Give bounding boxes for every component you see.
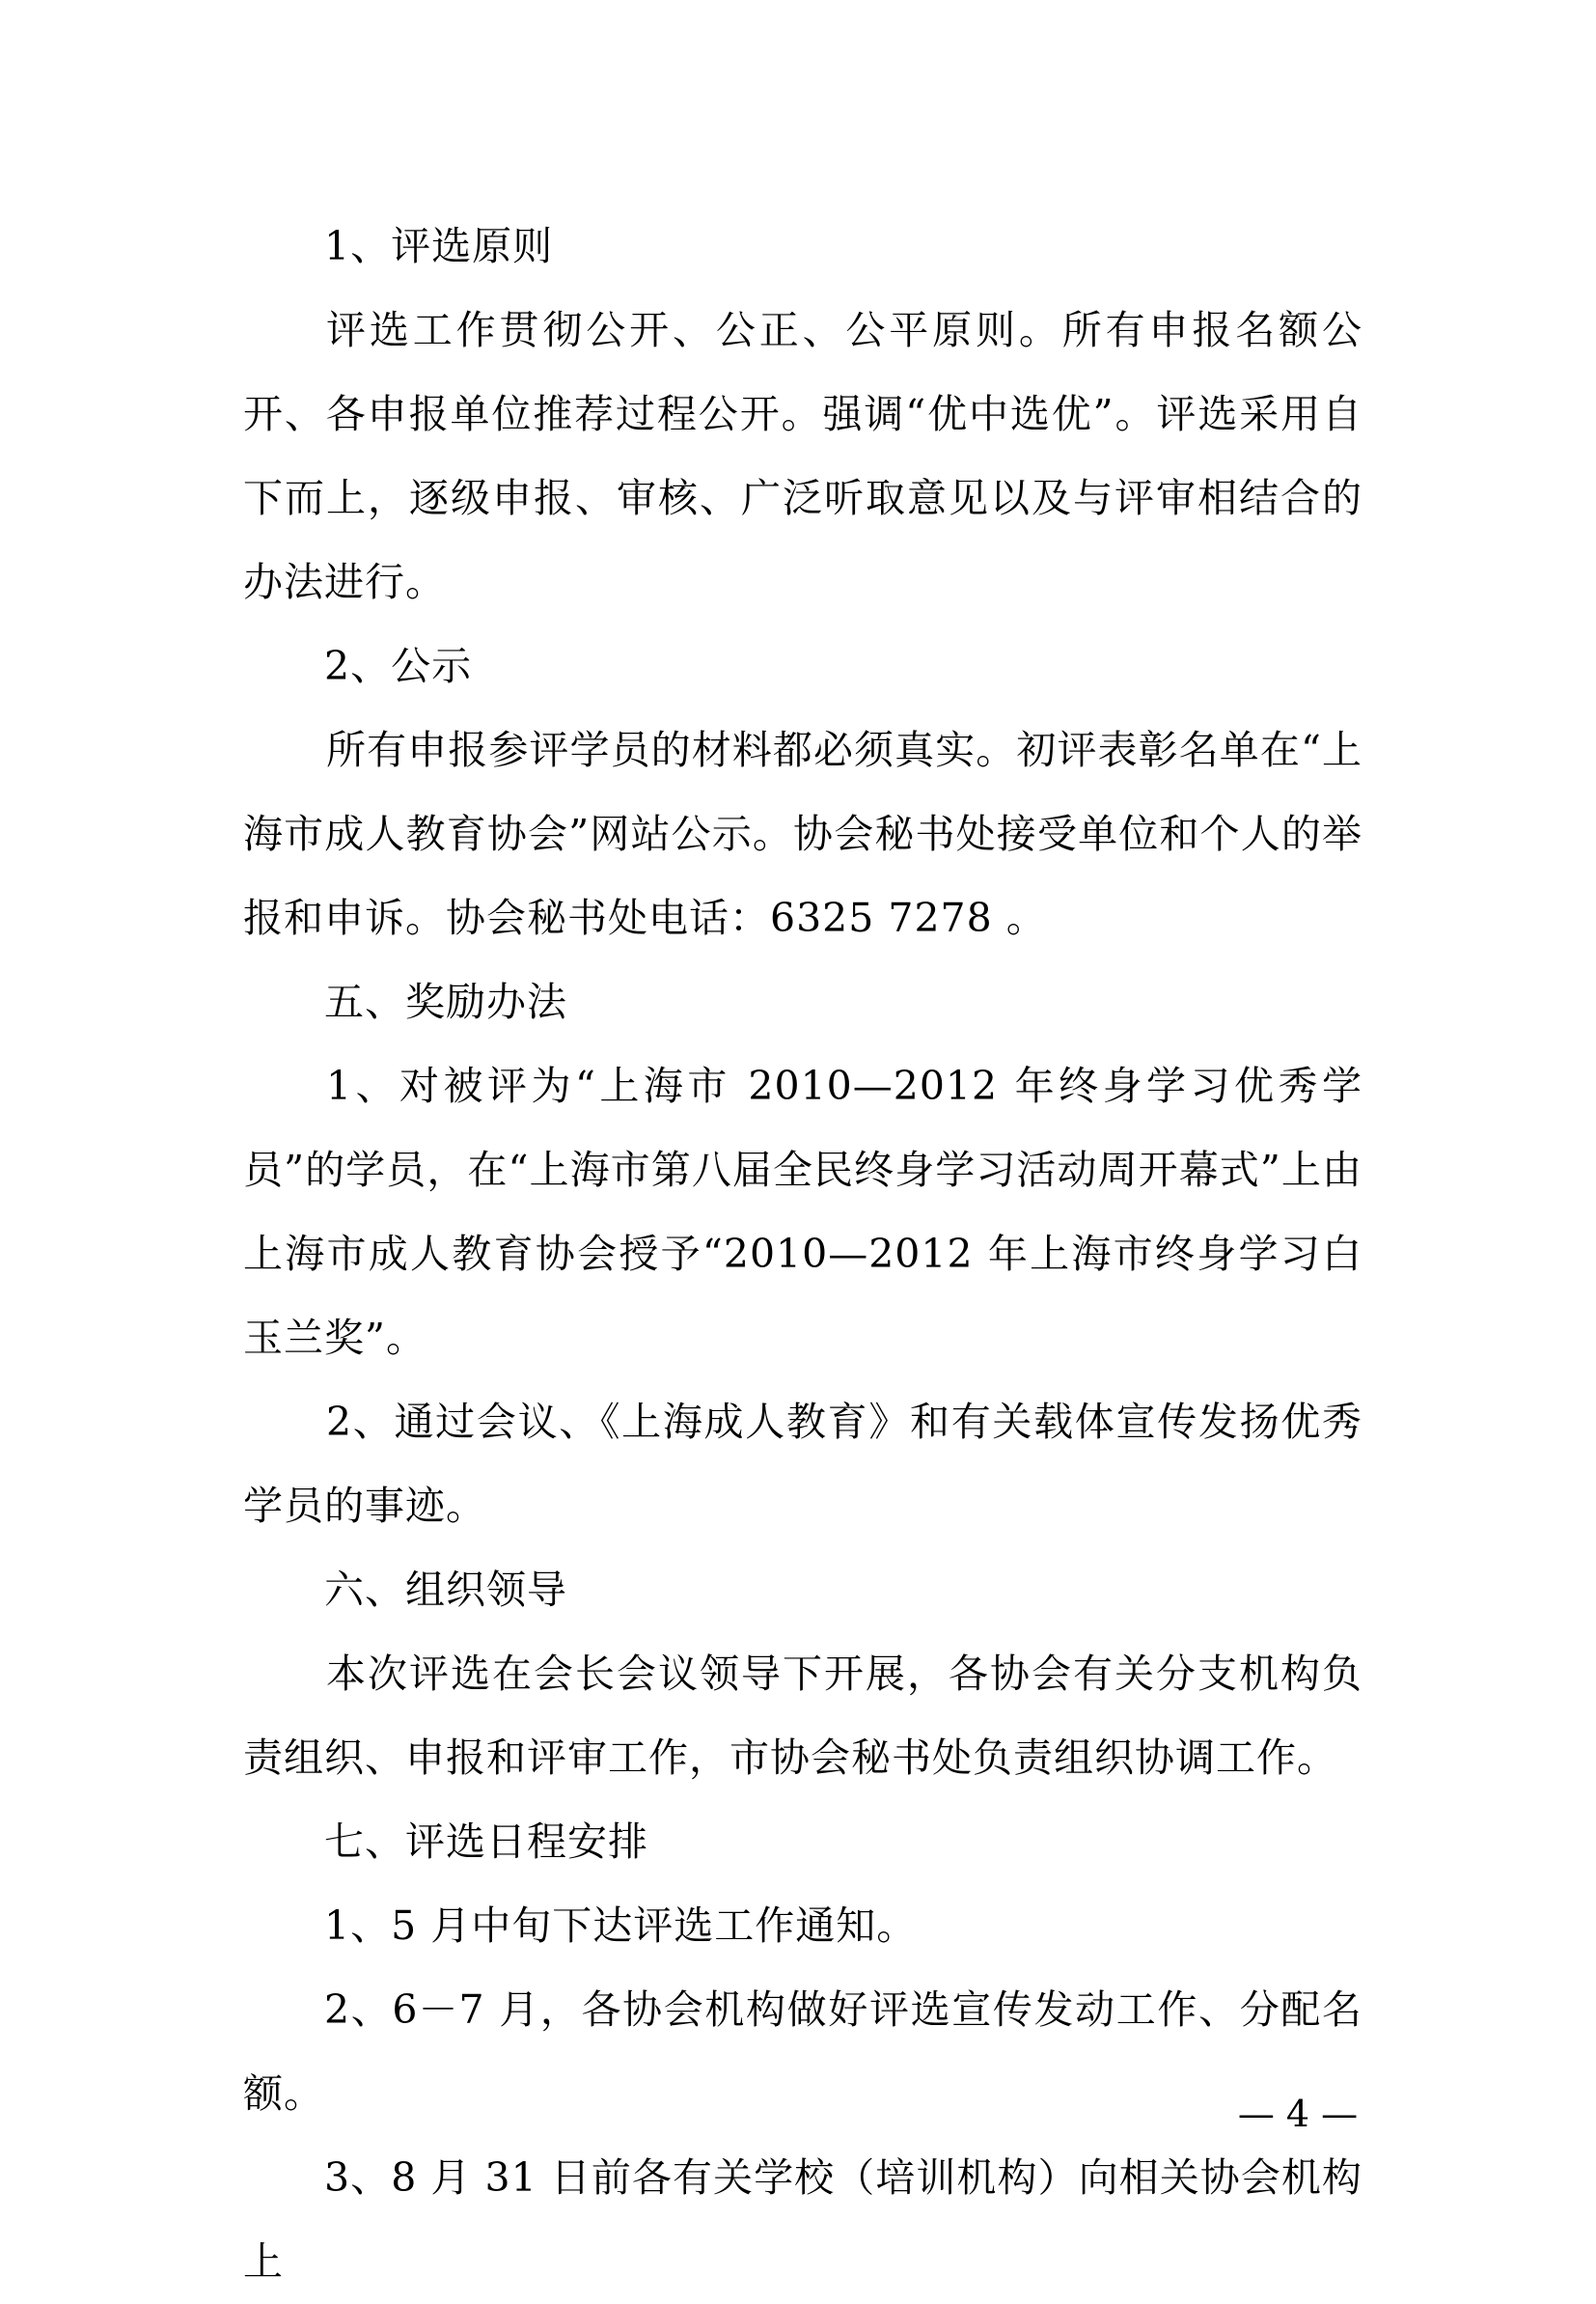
heading-organization: 六、组织领导 bbox=[324, 1567, 567, 1613]
paragraph-schedule-3: 3、8 月 31 日前各有关学校（培训机构）向相关协会机构上 bbox=[243, 2154, 1362, 2285]
heading-rewards: 五、奖励办法 bbox=[324, 979, 567, 1025]
paragraph-principle-text: 评选工作贯彻公开、公正、公平原则。所有申报名额公开、各申报单位推荐过程公开。强调“优中选优”。评选采用自下而上，逐级申报、审核、广泛听取意见以及与评审相结合的办法进行。 bbox=[243, 307, 1362, 605]
body-text bbox=[243, 205, 1362, 2304]
paragraph-publicity-text: 所有申报参评学员的材料都必须真实。初评表彰名单在“上海市成人教育协会”网站公示。协会秘书处接受单位和个人的举报和申诉。协会秘书处电话：6325 7278 。 bbox=[243, 727, 1362, 941]
paragraph-schedule-2: 2、6－7 月，各协会机构做好评选宣传发动工作、分配名额。 bbox=[243, 1986, 1362, 2117]
paragraph-reward-2: 2、通过会议、《上海成人教育》和有关载体宣传发扬优秀学员的事迹。 bbox=[243, 1399, 1362, 1529]
heading-publicity: 2、公示 bbox=[324, 643, 473, 689]
paragraph-organization-text: 本次评选在会长会议领导下开展，各协会有关分支机构负责组织、申报和评审工作，市协会秘书处负责组织协调工作。 bbox=[243, 1651, 1362, 1781]
page-number: — 4 — bbox=[1237, 2093, 1359, 2135]
heading-schedule: 七、评选日程安排 bbox=[324, 1818, 648, 1865]
paragraph-reward-1: 1、对被评为“上海市 2010—2012 年终身学习优秀学员”的学员，在“上海市第八届全民终身学习活动周开幕式”上由上海市成人教育协会授予“2010—2012 年上海市终身学习白玉兰奖”。 bbox=[243, 1063, 1362, 1361]
heading-selection-principle: 1、评选原则 bbox=[324, 223, 554, 269]
paragraph-schedule-1: 1、5 月中旬下达评选工作通知。 bbox=[324, 1902, 918, 1949]
